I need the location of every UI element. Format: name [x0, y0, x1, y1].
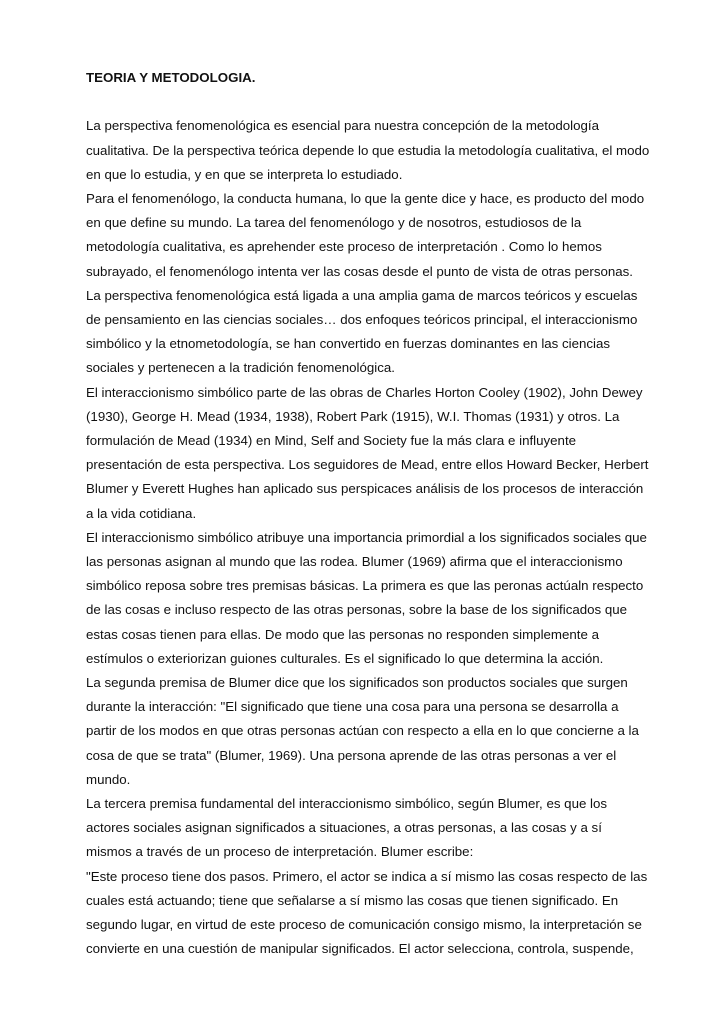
text-line: subrayado, el fenomenólogo intenta ver las cosas desde el punto de vista de otras personas.: [86, 263, 633, 279]
text-line: formulación de Mead (1934) en Mind, Self and Society fue la más clara e influyente: [86, 433, 577, 449]
text-line: segundo lugar, en virtud de este proceso de comunicación consigo mismo, la interpretación se: [86, 917, 642, 933]
text-line: de las cosas e incluso respecto de las otras personas, sobre la base de los significados que: [86, 602, 628, 618]
text-line: las personas asignan al mundo que las rodea. Blumer (1969) afirma que el interaccionismo: [86, 554, 623, 570]
paragraph-6: [86, 671, 660, 792]
text-line: "Este proceso tiene dos pasos. Primero, el actor se indica a sí mismo las cosas respecto de las: [86, 868, 648, 884]
text-line: convierte en una cuestión de manipular significados. El actor selecciona, controla, suspende,: [86, 941, 634, 957]
text-line: La tercera premisa fundamental del interaccionismo simbólico, según Blumer, es que los: [86, 796, 608, 812]
text-line: (1930), George H. Mead (1934, 1938), Robert Park (1915), W.I. Thomas (1931) y otros. La: [86, 408, 620, 424]
text-line: cuales está actuando; tiene que señalarse a sí mismo las cosas que tienen significado. En: [86, 892, 619, 908]
text-line: El interaccionismo simbólico parte de las obras de Charles Horton Cooley (1902), John Dewey: [86, 384, 643, 400]
text-line: presentación de esta perspectiva. Los seguidores de Mead, entre ellos Howard Becker, Herbert: [86, 457, 649, 473]
text-line: durante la interacción: "El significado que tiene una cosa para una persona se desarrolla a: [86, 699, 619, 715]
paragraph-2: [86, 187, 660, 284]
text-line: La segunda premisa de Blumer dice que los significados son productos sociales que surgen: [86, 675, 628, 691]
text-line: a la vida cotidiana.: [86, 505, 197, 521]
text-line: metodología cualitativa, es aprehender este proceso de interpretación . Como lo hemos: [86, 239, 602, 255]
document-body: [86, 66, 660, 962]
text-line: estas cosas tienen para ellas. De modo que las personas no responden simplemente a: [86, 626, 599, 642]
text-line: de pensamiento en las ciencias sociales… dos enfoques teóricos principal, el interaccionismo: [86, 312, 638, 328]
paragraph-5: [86, 526, 660, 671]
text-line: en que define su mundo. La tarea del fenomenólogo y de nosotros, estudiosos de la: [86, 215, 582, 231]
text-line: cualitativa. De la perspectiva teórica depende lo que estudia la metodología cualitativa, el modo: [86, 142, 650, 158]
text-line: sociales y pertenecen a la tradición fenomenológica.: [86, 360, 395, 376]
text-line: partir de los modos en que otras personas actúan con respecto a ella en lo que concierne a la: [86, 723, 639, 739]
paragraph-8-quote: [86, 865, 660, 962]
text-line: La perspectiva fenomenológica es esencial para nuestra concepción de la metodología: [86, 118, 600, 134]
text-line: estímulos o exteriorizan guiones culturales. Es el significado lo que determina la acción.: [86, 650, 604, 666]
text-line: mundo.: [86, 771, 131, 787]
text-line: El interaccionismo simbólico atribuye una importancia primordial a los significados sociales que: [86, 529, 647, 545]
text-line: cosa de que se trata" (Blumer, 1969). Una persona aprende de las otras personas a ver el: [86, 747, 617, 763]
text-line: Para el fenomenólogo, la conducta humana, lo que la gente dice y hace, es producto del modo: [86, 191, 645, 206]
paragraph-3: [86, 284, 660, 381]
text-line: simbólico reposa sobre tres premisas básicas. La primera es que las peronas actúaln respecto: [86, 578, 644, 594]
text-line: actores sociales asignan significados a situaciones, a otras personas, a las cosas y a sí: [86, 820, 602, 836]
paragraph-7: [86, 792, 660, 865]
paragraph-4: [86, 381, 660, 526]
document-title: TEORIA Y METODOLOGIA.: [86, 70, 256, 85]
text-line: La perspectiva fenomenológica está ligada a una amplia gama de marcos teóricos y escuelas: [86, 287, 638, 303]
text-line: en que lo estudia, y en que se interpreta lo estudiado.: [86, 166, 403, 182]
text-line: Blumer y Everett Hughes han aplicado sus perspicaces análisis de los procesos de interacción: [86, 481, 644, 497]
text-line: simbólico y la etnometodología, se han convertido en fuerzas dominantes en las ciencias: [86, 336, 611, 352]
paragraph-1: [86, 114, 660, 187]
text-line: mismos a través de un proceso de interpretación. Blumer escribe:: [86, 844, 474, 860]
